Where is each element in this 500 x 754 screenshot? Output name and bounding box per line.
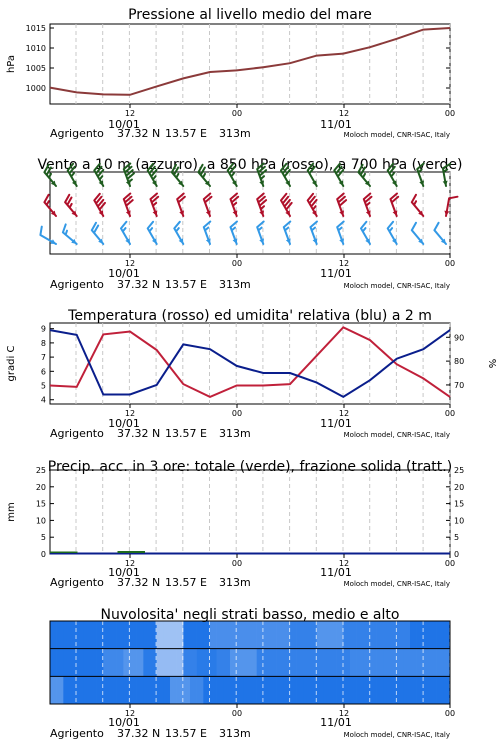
pressure-y-tick-label: 1005 <box>25 64 46 73</box>
cloud-cell-alto <box>183 621 190 649</box>
temperature-y-right-tick-label: 90 <box>454 333 465 343</box>
temperature-x-tick-label: 00 <box>444 409 456 418</box>
cloud-cell-alto <box>157 621 164 649</box>
cloud-cell-alto <box>370 621 377 649</box>
cloud-cell-medio <box>143 649 150 677</box>
temperature-title: Temperatura (rosso) ed umidita' relativa (blu) a 2 m <box>68 308 432 324</box>
precip-date-label: 11/01 <box>320 566 352 579</box>
cloud-cell-basso <box>430 676 437 704</box>
cloud-cell-basso <box>410 676 417 704</box>
clouds-credit: Moloch model, CNR-ISAC, Italy <box>343 731 450 739</box>
cloud-cell-basso <box>377 676 384 704</box>
cloud-cell-medio <box>217 649 224 677</box>
wind-plot-area <box>50 172 450 254</box>
precip-y-tick-label: 5 <box>40 533 46 543</box>
cloud-cell-basso <box>297 676 304 704</box>
precip-y-axis-label: mm <box>6 502 17 522</box>
cloud-cell-basso <box>243 676 250 704</box>
wind-date-label: 11/01 <box>320 267 352 280</box>
pressure-x-tick-label: 00 <box>444 109 456 118</box>
cloud-cell-medio <box>397 649 404 677</box>
cloud-cell-alto <box>270 621 277 649</box>
cloud-cell-medio <box>63 649 70 677</box>
cloud-cell-basso <box>110 676 117 704</box>
cloud-cell-alto <box>317 621 324 649</box>
cloud-cell-basso <box>250 676 257 704</box>
cloud-cell-medio <box>277 649 284 677</box>
cloud-cell-medio <box>223 649 230 677</box>
cloud-cell-alto <box>90 621 97 649</box>
cloud-cell-basso <box>350 676 357 704</box>
cloud-cell-alto <box>77 621 84 649</box>
cloud-cell-alto <box>263 621 270 649</box>
cloud-cell-basso <box>183 676 190 704</box>
cloud-cell-basso <box>343 676 350 704</box>
precip-y-right-tick-label: 15 <box>454 499 465 509</box>
clouds-x-tick-label: 00 <box>444 709 456 718</box>
cloud-cell-medio <box>343 649 350 677</box>
wind-lon: 13.57 E <box>165 278 207 291</box>
cloud-cell-alto <box>103 621 110 649</box>
cloud-cell-medio <box>103 649 110 677</box>
temperature-elev: 313m <box>219 427 251 440</box>
precip-location: Agrigento <box>50 576 104 589</box>
cloud-cell-basso <box>157 676 164 704</box>
clouds-x-tick-label: 12 <box>338 709 350 718</box>
precip-y-right-tick-label: 5 <box>454 533 460 543</box>
cloud-cell-medio <box>157 649 164 677</box>
cloud-cell-medio <box>210 649 217 677</box>
precip-y-tick-label: 15 <box>35 499 46 509</box>
clouds-title: Nuvolosita' negli strati basso, medio e alto <box>100 607 400 623</box>
cloud-cell-medio <box>403 649 410 677</box>
wind-credit: Moloch model, CNR-ISAC, Italy <box>343 282 450 290</box>
clouds-x-tick-label: 12 <box>124 709 136 718</box>
cloud-cell-basso <box>63 676 70 704</box>
cloud-cell-alto <box>110 621 117 649</box>
pressure-y-axis-label: hPa <box>6 54 17 74</box>
precip-elev: 313m <box>219 576 251 589</box>
precip-y-tick-label: 0 <box>40 550 46 559</box>
precip-y-tick-label: 20 <box>35 482 46 492</box>
cloud-cell-basso <box>423 676 430 704</box>
precip-x-tick-label: 00 <box>444 559 456 568</box>
clouds-date-label: 10/01 <box>108 716 140 729</box>
cloud-cell-medio <box>437 649 444 677</box>
cloud-cell-alto <box>217 621 224 649</box>
cloud-cell-alto <box>303 621 310 649</box>
pressure-plot-area <box>50 24 450 104</box>
cloud-cell-alto <box>357 621 364 649</box>
cloud-cell-basso <box>170 676 177 704</box>
precip-x-tick-label: 00 <box>231 559 243 568</box>
cloud-cell-medio <box>350 649 357 677</box>
temperature-y-right-tick-label: 80 <box>454 357 465 367</box>
cloud-cell-alto <box>117 621 124 649</box>
precip-bar <box>118 551 146 553</box>
temperature-y-tick-label: 7 <box>40 353 46 363</box>
wind-x-tick-label: 00 <box>231 259 243 268</box>
temperature-lat: 37.32 N <box>117 427 161 440</box>
precip-lat: 37.32 N <box>117 576 161 589</box>
pressure-lon: 13.57 E <box>165 127 207 140</box>
cloud-cell-basso <box>437 676 444 704</box>
cloud-cell-basso <box>277 676 284 704</box>
cloud-cell-basso <box>83 676 90 704</box>
precip-y-right-tick-label: 10 <box>454 516 465 526</box>
wind-date-label: 10/01 <box>108 267 140 280</box>
pressure-location: Agrigento <box>50 127 104 140</box>
cloud-cell-medio <box>357 649 364 677</box>
cloud-cell-medio <box>50 649 57 677</box>
cloud-cell-basso <box>90 676 97 704</box>
cloud-cell-alto <box>277 621 284 649</box>
cloud-cell-alto <box>63 621 70 649</box>
cloud-cell-alto <box>323 621 330 649</box>
cloud-cell-medio <box>270 649 277 677</box>
temperature-location: Agrigento <box>50 427 104 440</box>
pressure-y-tick-label: 1000 <box>25 84 46 93</box>
cloud-cell-alto <box>330 621 337 649</box>
cloud-cell-basso <box>357 676 364 704</box>
wind-title: Vento a 10 m (azzurro), a 850 hPa (rosso), a 700 hPa (verde) <box>37 157 463 173</box>
cloud-cell-alto <box>243 621 250 649</box>
cloud-cell-basso <box>197 676 204 704</box>
cloud-cell-medio <box>297 649 304 677</box>
pressure-x-tick-label: 00 <box>231 109 243 118</box>
cloud-cell-basso <box>223 676 230 704</box>
cloud-cell-medio <box>417 649 424 677</box>
cloud-cell-medio <box>370 649 377 677</box>
temperature-y-tick-label: 4 <box>40 395 46 405</box>
temperature-y-right-axis-label: % <box>486 358 497 369</box>
cloud-cell-alto <box>210 621 217 649</box>
cloud-cell-alto <box>250 621 257 649</box>
precip-plot-area <box>50 470 450 554</box>
cloud-cell-alto <box>397 621 404 649</box>
cloud-cell-alto <box>83 621 90 649</box>
cloud-cell-alto <box>197 621 204 649</box>
cloud-cell-alto <box>343 621 350 649</box>
cloud-cell-basso <box>163 676 170 704</box>
temperature-date-label: 10/01 <box>108 417 140 430</box>
cloud-cell-medio <box>243 649 250 677</box>
cloud-cell-basso <box>397 676 404 704</box>
pressure-y-tick-label: 1015 <box>25 24 46 33</box>
temperature-credit: Moloch model, CNR-ISAC, Italy <box>343 431 450 439</box>
cloud-cell-alto <box>417 621 424 649</box>
cloud-cell-medio <box>263 649 270 677</box>
temperature-y-right-tick-label: 70 <box>454 380 465 390</box>
cloud-cell-alto <box>430 621 437 649</box>
cloud-cell-medio <box>317 649 324 677</box>
precip-y-right-tick-label: 0 <box>454 550 460 559</box>
cloud-cell-basso <box>190 676 197 704</box>
cloud-cell-basso <box>210 676 217 704</box>
cloud-cell-alto <box>383 621 390 649</box>
cloud-cell-basso <box>303 676 310 704</box>
clouds-elev: 313m <box>219 727 251 740</box>
cloud-cell-alto <box>297 621 304 649</box>
cloud-cell-alto <box>410 621 417 649</box>
cloud-cell-basso <box>323 676 330 704</box>
cloud-cell-alto <box>437 621 444 649</box>
cloud-cell-alto <box>350 621 357 649</box>
cloud-cell-basso <box>263 676 270 704</box>
pressure-elev: 313m <box>219 127 251 140</box>
precip-y-right-tick-label: 25 <box>454 466 465 475</box>
cloud-cell-medio <box>423 649 430 677</box>
cloud-cell-medio <box>443 649 450 677</box>
wind-x-tick-label: 00 <box>444 259 456 268</box>
cloud-cell-basso <box>370 676 377 704</box>
temperature-x-tick-label: 12 <box>338 409 350 418</box>
clouds-location: Agrigento <box>50 727 104 740</box>
cloud-cell-basso <box>103 676 110 704</box>
precip-lon: 13.57 E <box>165 576 207 589</box>
precip-date-label: 10/01 <box>108 566 140 579</box>
cloud-cell-medio <box>330 649 337 677</box>
precip-y-tick-label: 25 <box>35 466 46 475</box>
cloud-cell-alto <box>130 621 137 649</box>
cloud-cell-medio <box>90 649 97 677</box>
cloud-cell-alto <box>137 621 144 649</box>
cloud-cell-medio <box>250 649 257 677</box>
cloud-cell-medio <box>130 649 137 677</box>
cloud-cell-alto <box>237 621 244 649</box>
precip-bar <box>50 552 78 554</box>
cloud-cell-medio <box>197 649 204 677</box>
cloud-cell-alto <box>377 621 384 649</box>
pressure-date-label: 10/01 <box>108 118 140 131</box>
cloud-cell-medio <box>110 649 117 677</box>
cloud-cell-basso <box>137 676 144 704</box>
cloud-cell-alto <box>423 621 430 649</box>
cloud-cell-medio <box>163 649 170 677</box>
cloud-cell-medio <box>57 649 64 677</box>
pressure-lat: 37.32 N <box>117 127 161 140</box>
cloud-cell-medio <box>190 649 197 677</box>
wind-elev: 313m <box>219 278 251 291</box>
cloud-cell-basso <box>143 676 150 704</box>
temperature-y-tick-label: 8 <box>40 338 46 348</box>
precip-y-right-tick-label: 20 <box>454 482 465 492</box>
cloud-cell-basso <box>50 676 57 704</box>
wind-x-tick-label: 12 <box>124 259 136 268</box>
temperature-lon: 13.57 E <box>165 427 207 440</box>
cloud-cell-basso <box>237 676 244 704</box>
cloud-cell-basso <box>383 676 390 704</box>
cloud-cell-medio <box>383 649 390 677</box>
cloud-cell-medio <box>303 649 310 677</box>
wind-location: Agrigento <box>50 278 104 291</box>
cloud-cell-basso <box>443 676 450 704</box>
temperature-y-tick-label: 9 <box>40 324 46 334</box>
precip-x-tick-label: 12 <box>124 559 136 568</box>
precip-title: Precip. acc. in 3 ore: totale (verde), frazione solida (tratt.) <box>47 459 453 475</box>
cloud-cell-alto <box>143 621 150 649</box>
cloud-cell-basso <box>417 676 424 704</box>
temperature-x-tick-label: 12 <box>124 409 136 418</box>
wind-x-tick-label: 12 <box>338 259 350 268</box>
cloud-cell-medio <box>430 649 437 677</box>
cloud-cell-basso <box>77 676 84 704</box>
clouds-date-label: 11/01 <box>320 716 352 729</box>
cloud-cell-basso <box>117 676 124 704</box>
wind-lat: 37.32 N <box>117 278 161 291</box>
cloud-cell-alto <box>223 621 230 649</box>
precip-x-tick-label: 12 <box>338 559 350 568</box>
cloud-cell-alto <box>443 621 450 649</box>
temperature-date-label: 11/01 <box>320 417 352 430</box>
clouds-lat: 37.32 N <box>117 727 161 740</box>
temperature-y-tick-label: 6 <box>40 367 46 377</box>
cloud-cell-alto <box>170 621 177 649</box>
cloud-cell-medio <box>83 649 90 677</box>
temperature-x-tick-label: 00 <box>231 409 243 418</box>
cloud-cell-basso <box>130 676 137 704</box>
temperature-y-axis-label: gradi C <box>6 345 17 382</box>
cloud-cell-medio <box>77 649 84 677</box>
cloud-cell-medio <box>410 649 417 677</box>
cloud-cell-basso <box>330 676 337 704</box>
cloud-cell-medio <box>183 649 190 677</box>
cloud-cell-basso <box>217 676 224 704</box>
precip-y-tick-label: 10 <box>35 516 46 526</box>
pressure-date-label: 11/01 <box>320 118 352 131</box>
pressure-x-tick-label: 12 <box>124 109 136 118</box>
pressure-y-tick-label: 1010 <box>25 44 46 53</box>
pressure-credit: Moloch model, CNR-ISAC, Italy <box>343 131 450 139</box>
cloud-cell-medio <box>170 649 177 677</box>
clouds-lon: 13.57 E <box>165 727 207 740</box>
cloud-cell-alto <box>50 621 57 649</box>
cloud-cell-alto <box>190 621 197 649</box>
cloud-cell-medio <box>117 649 124 677</box>
cloud-cell-basso <box>290 676 297 704</box>
precip-credit: Moloch model, CNR-ISAC, Italy <box>343 580 450 588</box>
cloud-cell-medio <box>323 649 330 677</box>
cloud-cell-basso <box>317 676 324 704</box>
cloud-cell-medio <box>290 649 297 677</box>
cloud-cell-medio <box>237 649 244 677</box>
cloud-cell-alto <box>403 621 410 649</box>
cloud-cell-medio <box>137 649 144 677</box>
cloud-cell-alto <box>57 621 64 649</box>
clouds-x-tick-label: 00 <box>231 709 243 718</box>
cloud-cell-medio <box>377 649 384 677</box>
temperature-y-tick-label: 5 <box>40 381 46 391</box>
cloud-cell-basso <box>270 676 277 704</box>
cloud-cell-basso <box>403 676 410 704</box>
pressure-x-tick-label: 12 <box>338 109 350 118</box>
cloud-cell-alto <box>290 621 297 649</box>
cloud-cell-alto <box>163 621 170 649</box>
cloud-cell-basso <box>57 676 64 704</box>
pressure-title: Pressione al livello medio del mare <box>128 7 372 23</box>
